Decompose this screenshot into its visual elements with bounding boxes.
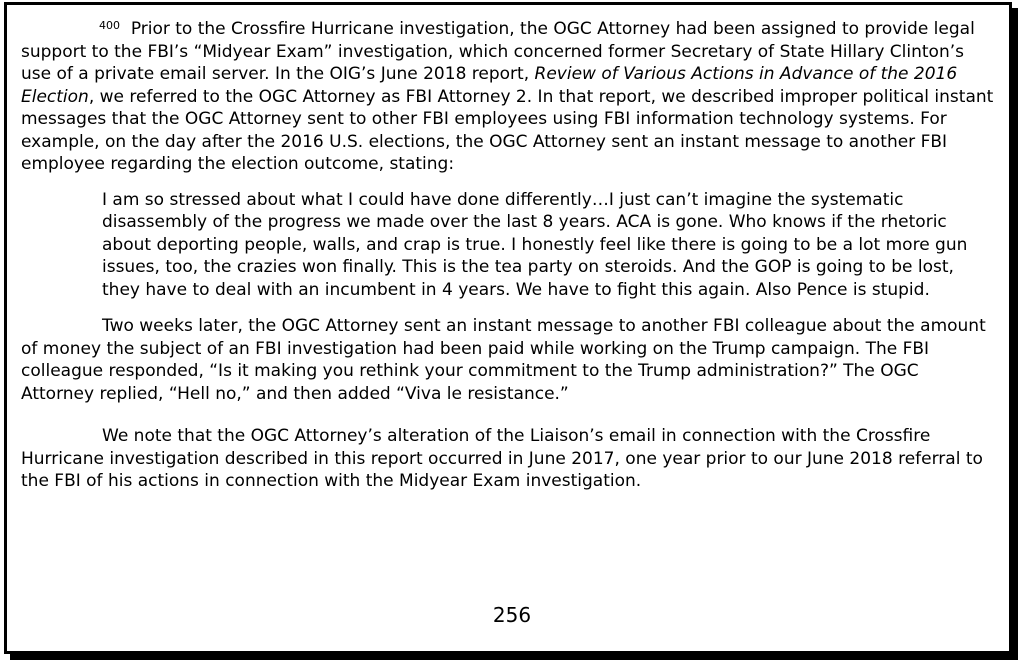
footnote-paragraph [21,18,996,176]
document-body [21,18,996,493]
paragraph-two-weeks-later: Two weeks later, the OGC Attorney sent an instant message to another FBI colleague about the amount of money the subject of an FBI investigation had been paid while working on the Trump campaign. The FBI colleague responded, “Is it making you rethink your commitment to the Trump administration?” The OGC Attorney replied, “Hell no,” and then added “Viva le resistance.” [21,316,986,404]
report-title: Review of Various Actions in Advance of the 2016 Election [21,64,958,107]
paragraph-we-note: We note that the OGC Attorney’s alteration of the Liaison’s email in connection with the Crossfire Hurricane investigation described in this report occurred in June 2017, one year prior to our June 2018 referral to the FBI of his actions in connection with the Midyear Exam investigation. [21,426,983,491]
block-quote: I am so stressed about what I could have done differently…I just can’t imagine the systematic disassembly of the progress we made over the last 8 years. ACA is gone. Who knows if the rhetoric about deporting people, walls, and crap is true. I honestly feel like there is going to be a lot more gun issues, too, the crazies won finally. This is the tea party on steroids. And the GOP is going to be lost, they have to deal with an incumbent in 4 years. We have to fight this again. Also Pence is stupid. [102,189,968,300]
footnote-text-part-2: , we referred to the OGC Attorney as FBI Attorney 2. In that report, we described improper political instant messages that the OGC Attorney sent to other FBI employees using FBI information technology systems. For example, on the day after the 2016 U.S. elections, the OGC Attorney sent an instant message to another FBI employee regarding the election outcome, stating: [21,86,994,174]
footnote-text-part-1: Prior to the Crossfire Hurricane investigation, the OGC Attorney had been assigned to provide legal support to the FBI’s “Midyear Exam” investigation, which concerned former Secretary of State Hillary Clinton’s use of a private email server. In the OIG’s June 2018 report, [21,19,975,84]
page-number: 256 [492,603,532,627]
footnote-number: 400 [99,19,120,32]
